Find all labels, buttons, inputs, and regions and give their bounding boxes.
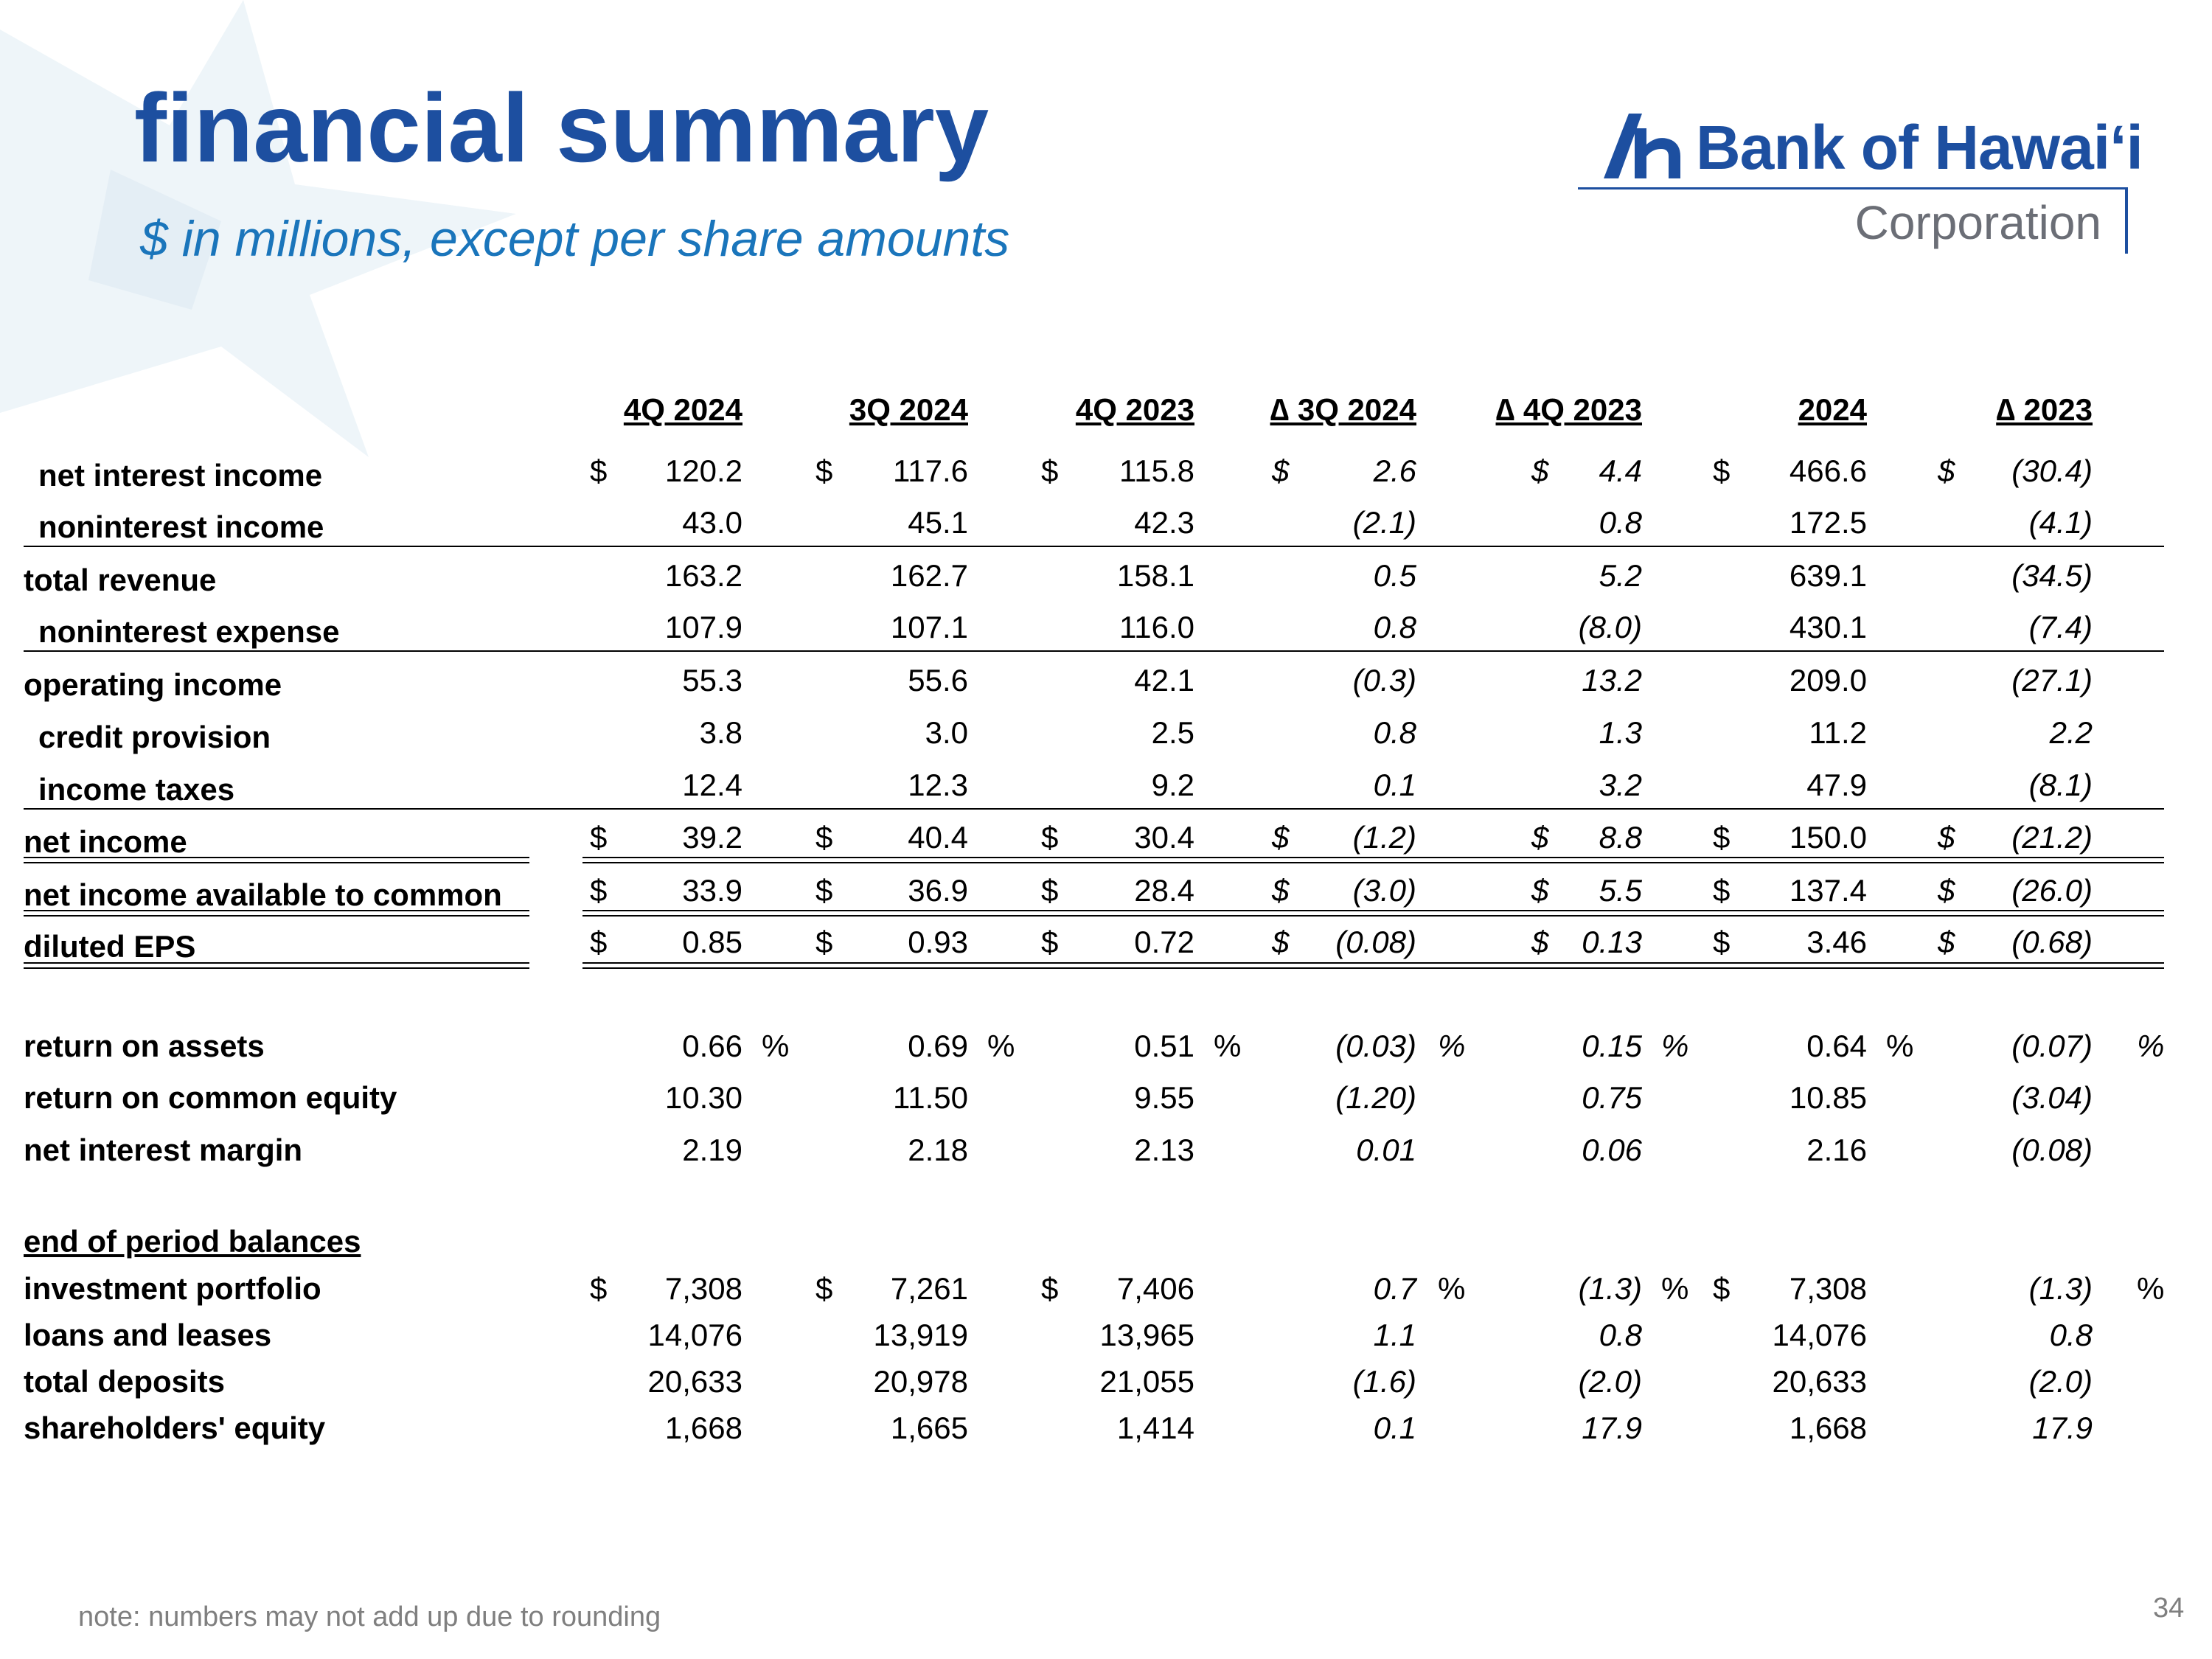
- dollar-sign: $: [1713, 453, 1731, 488]
- value-cell: (2.1): [1352, 505, 1416, 540]
- page-subtitle: $ in millions, except per share amounts: [140, 211, 1010, 267]
- bank-logo: [1578, 103, 2143, 265]
- value-cell: 45.1: [908, 505, 968, 540]
- value-cell: 55.3: [682, 663, 742, 698]
- value-cell: 150.0: [1789, 820, 1867, 855]
- value-cell: 14,076: [647, 1318, 742, 1352]
- value-cell: 0.85: [682, 925, 742, 959]
- value-cell: (2.0): [2028, 1364, 2093, 1399]
- dollar-sign: $: [1938, 820, 1955, 855]
- row-label: credit provision: [38, 720, 271, 754]
- bank-of-hawaii-mark-icon: [1604, 114, 1692, 180]
- percent-sign: %: [2137, 1029, 2165, 1063]
- value-cell: 163.2: [664, 558, 742, 593]
- value-cell: 172.5: [1789, 505, 1867, 540]
- dollar-sign: $: [815, 453, 833, 488]
- percent-sign: %: [987, 1029, 1015, 1063]
- subtotal-rule: [24, 808, 2164, 810]
- value-cell: (1.2): [1352, 820, 1416, 855]
- value-cell: 36.9: [908, 873, 968, 908]
- dollar-sign: $: [590, 925, 608, 959]
- value-cell: 20,633: [647, 1364, 742, 1399]
- dollar-sign: $: [1041, 925, 1059, 959]
- value-cell: (0.3): [1352, 663, 1416, 698]
- dollar-sign: $: [1531, 873, 1549, 908]
- value-cell: 9.2: [1151, 768, 1194, 802]
- value-cell: 639.1: [1789, 558, 1867, 593]
- dollar-sign: $: [815, 1271, 833, 1306]
- percent-sign: %: [1661, 1029, 1689, 1063]
- value-cell: 9.55: [1134, 1080, 1194, 1115]
- value-cell: 0.75: [1582, 1080, 1642, 1115]
- dollar-sign: $: [815, 820, 833, 855]
- dollar-sign: $: [1272, 873, 1290, 908]
- row-label: total revenue: [24, 563, 217, 597]
- percent-sign: %: [1661, 1271, 1689, 1306]
- value-cell: 0.1: [1373, 768, 1416, 802]
- value-cell: 209.0: [1789, 663, 1867, 698]
- value-cell: (30.4): [2011, 453, 2093, 488]
- column-header: 4Q 2024: [623, 392, 742, 427]
- value-cell: 1,414: [1116, 1411, 1194, 1445]
- value-cell: 0.69: [908, 1029, 968, 1063]
- dollar-sign: $: [1713, 1271, 1731, 1306]
- row-label: return on common equity: [24, 1080, 397, 1115]
- dollar-sign: $: [590, 453, 608, 488]
- value-cell: 1,668: [664, 1411, 742, 1445]
- row-label: net interest income: [38, 458, 323, 493]
- dollar-sign: $: [1041, 873, 1059, 908]
- value-cell: 39.2: [682, 820, 742, 855]
- value-cell: 7,308: [1789, 1271, 1867, 1306]
- dollar-sign: $: [1041, 820, 1059, 855]
- value-cell: 0.66: [682, 1029, 742, 1063]
- value-cell: (21.2): [2011, 820, 2093, 855]
- value-cell: 162.7: [890, 558, 968, 593]
- dollar-sign: $: [1272, 820, 1290, 855]
- value-cell: (34.5): [2011, 558, 2093, 593]
- value-cell: 0.8: [1373, 715, 1416, 750]
- value-cell: 5.5: [1599, 873, 1642, 908]
- dollar-sign: $: [815, 925, 833, 959]
- dollar-sign: $: [1938, 873, 1955, 908]
- value-cell: (27.1): [2011, 663, 2093, 698]
- value-cell: 33.9: [682, 873, 742, 908]
- row-label: shareholders' equity: [24, 1411, 326, 1445]
- page-number: 34: [2153, 1593, 2185, 1624]
- value-cell: 2.5: [1151, 715, 1194, 750]
- value-cell: (8.0): [1578, 610, 1642, 644]
- column-header: 4Q 2023: [1075, 392, 1194, 427]
- value-cell: 430.1: [1789, 610, 1867, 644]
- value-cell: 21,055: [1099, 1364, 1194, 1399]
- page-title: financial summary: [134, 74, 990, 182]
- value-cell: 0.7: [1373, 1271, 1416, 1306]
- row-label: income taxes: [38, 772, 235, 807]
- value-cell: 0.8: [1599, 505, 1642, 540]
- dollar-sign: $: [590, 820, 608, 855]
- percent-sign: %: [2137, 1271, 2165, 1306]
- value-cell: (1.20): [1335, 1080, 1416, 1115]
- value-cell: 2.13: [1134, 1133, 1194, 1167]
- value-cell: 40.4: [908, 820, 968, 855]
- percent-sign: %: [1886, 1029, 1914, 1063]
- value-cell: 466.6: [1789, 453, 1867, 488]
- value-cell: 115.8: [1119, 453, 1194, 488]
- value-cell: 11.2: [1809, 715, 1867, 750]
- row-label: noninterest expense: [38, 614, 340, 649]
- value-cell: (0.07): [2011, 1029, 2093, 1063]
- column-header: ∆ 3Q 2024: [1270, 392, 1416, 427]
- value-cell: 0.64: [1806, 1029, 1867, 1063]
- value-cell: 17.9: [2032, 1411, 2093, 1445]
- value-cell: 137.4: [1789, 873, 1867, 908]
- dollar-sign: $: [1531, 820, 1549, 855]
- value-cell: 1.1: [1373, 1318, 1416, 1352]
- logo-rule: [1578, 187, 2127, 189]
- value-cell: (0.08): [2011, 1133, 2093, 1167]
- value-cell: (1.3): [2028, 1271, 2093, 1306]
- logo-subtitle: Corporation: [1854, 196, 2101, 249]
- value-cell: 0.72: [1134, 925, 1194, 959]
- value-cell: 12.3: [908, 768, 968, 802]
- value-cell: 2.2: [2049, 715, 2093, 750]
- value-cell: 8.8: [1599, 820, 1642, 855]
- value-cell: 107.9: [664, 610, 742, 644]
- value-cell: 2.19: [682, 1133, 742, 1167]
- value-cell: 11.50: [893, 1080, 968, 1115]
- value-cell: 0.1: [1373, 1411, 1416, 1445]
- percent-sign: %: [762, 1029, 790, 1063]
- value-cell: 13,919: [873, 1318, 968, 1352]
- value-cell: 3.8: [699, 715, 742, 750]
- dollar-sign: $: [1938, 453, 1955, 488]
- value-cell: 3.2: [1599, 768, 1642, 802]
- row-label: net income available to common: [24, 877, 502, 912]
- value-cell: 55.6: [908, 663, 968, 698]
- value-cell: 1.3: [1599, 715, 1642, 750]
- value-cell: (0.68): [2011, 925, 2093, 959]
- value-cell: (0.08): [1335, 925, 1416, 959]
- value-cell: 0.15: [1582, 1029, 1642, 1063]
- value-cell: (8.1): [2028, 768, 2093, 802]
- row-label: net interest margin: [24, 1133, 303, 1167]
- value-cell: 116.0: [1119, 610, 1194, 644]
- value-cell: 7,406: [1116, 1271, 1194, 1306]
- value-cell: (3.0): [1352, 873, 1416, 908]
- dollar-sign: $: [1041, 453, 1059, 488]
- eps-rule: [24, 962, 529, 969]
- row-label: loans and leases: [24, 1318, 272, 1352]
- value-cell: 107.1: [890, 610, 968, 644]
- percent-sign: %: [1438, 1271, 1466, 1306]
- value-cell: 0.01: [1356, 1133, 1416, 1167]
- value-cell: 1,668: [1789, 1411, 1867, 1445]
- dollar-sign: $: [1531, 925, 1549, 959]
- net-income-rule: [24, 857, 529, 863]
- value-cell: 120.2: [664, 453, 742, 488]
- value-cell: (0.03): [1335, 1029, 1416, 1063]
- column-header: ∆ 2023: [1996, 392, 2093, 427]
- row-label: return on assets: [24, 1029, 265, 1063]
- value-cell: 3.0: [925, 715, 968, 750]
- value-cell: 13.2: [1582, 663, 1642, 698]
- column-header: 2024: [1798, 392, 1867, 427]
- value-cell: (3.04): [2011, 1080, 2093, 1115]
- value-cell: 0.51: [1134, 1029, 1194, 1063]
- value-cell: 117.6: [893, 453, 968, 488]
- value-cell: 0.06: [1582, 1133, 1642, 1167]
- value-cell: 7,261: [890, 1271, 968, 1306]
- value-cell: 0.5: [1373, 558, 1416, 593]
- value-cell: 3.46: [1806, 925, 1867, 959]
- value-cell: 42.3: [1134, 505, 1194, 540]
- dollar-sign: $: [1531, 453, 1549, 488]
- value-cell: 2.6: [1373, 453, 1416, 488]
- value-cell: 30.4: [1134, 820, 1194, 855]
- value-cell: 13,965: [1099, 1318, 1194, 1352]
- dollar-sign: $: [1713, 873, 1731, 908]
- dollar-sign: $: [1938, 925, 1955, 959]
- percent-sign: %: [1214, 1029, 1242, 1063]
- value-cell: (7.4): [2028, 610, 2093, 644]
- value-cell: 14,076: [1772, 1318, 1867, 1352]
- value-cell: 1,665: [890, 1411, 968, 1445]
- value-cell: 20,978: [873, 1364, 968, 1399]
- value-cell: 20,633: [1772, 1364, 1867, 1399]
- dollar-sign: $: [590, 1271, 608, 1306]
- percent-sign: %: [1438, 1029, 1466, 1063]
- row-label: total deposits: [24, 1364, 226, 1399]
- column-header: 3Q 2024: [849, 392, 968, 427]
- value-cell: (2.0): [1578, 1364, 1642, 1399]
- value-cell: 5.2: [1599, 558, 1642, 593]
- value-cell: (26.0): [2011, 873, 2093, 908]
- value-cell: 43.0: [682, 505, 742, 540]
- value-cell: 0.8: [1599, 1318, 1642, 1352]
- logo-vertical-rule: [2125, 187, 2128, 254]
- value-cell: (1.3): [1578, 1271, 1642, 1306]
- value-cell: 17.9: [1582, 1411, 1642, 1445]
- available-to-common-rule: [582, 910, 2164, 917]
- available-to-common-rule: [24, 910, 529, 917]
- value-cell: (1.6): [1352, 1364, 1416, 1399]
- value-cell: 7,308: [664, 1271, 742, 1306]
- logo-name: Bank of Hawaiʻi: [1696, 113, 2143, 182]
- net-income-rule: [582, 857, 2164, 863]
- value-cell: 0.93: [908, 925, 968, 959]
- value-cell: 4.4: [1599, 453, 1642, 488]
- value-cell: 42.1: [1134, 663, 1194, 698]
- value-cell: 2.18: [908, 1133, 968, 1167]
- row-label: operating income: [24, 667, 282, 702]
- subtotal-rule: [24, 650, 2164, 652]
- eps-rule: [582, 962, 2164, 969]
- column-header: ∆ 4Q 2023: [1495, 392, 1642, 427]
- value-cell: 0.13: [1582, 925, 1642, 959]
- value-cell: 10.30: [664, 1080, 742, 1115]
- subtotal-rule: [24, 546, 2164, 547]
- row-label: diluted EPS: [24, 929, 196, 964]
- dollar-sign: $: [1713, 820, 1731, 855]
- value-cell: 0.8: [2049, 1318, 2093, 1352]
- row-label: net income: [24, 824, 187, 859]
- value-cell: 47.9: [1806, 768, 1867, 802]
- dollar-sign: $: [1272, 453, 1290, 488]
- footnote: note: numbers may not add up due to rounding: [78, 1601, 661, 1632]
- value-cell: 28.4: [1134, 873, 1194, 908]
- dollar-sign: $: [815, 873, 833, 908]
- dollar-sign: $: [1041, 1271, 1059, 1306]
- value-cell: 2.16: [1806, 1133, 1867, 1167]
- value-cell: 10.85: [1789, 1080, 1867, 1115]
- row-label: noninterest income: [38, 509, 324, 544]
- dollar-sign: $: [1272, 925, 1290, 959]
- value-cell: (4.1): [2028, 505, 2093, 540]
- row-label: investment portfolio: [24, 1271, 321, 1306]
- value-cell: 12.4: [682, 768, 742, 802]
- section-heading: end of period balances: [24, 1224, 361, 1259]
- value-cell: 158.1: [1116, 558, 1194, 593]
- dollar-sign: $: [1713, 925, 1731, 959]
- value-cell: 0.8: [1373, 610, 1416, 644]
- dollar-sign: $: [590, 873, 608, 908]
